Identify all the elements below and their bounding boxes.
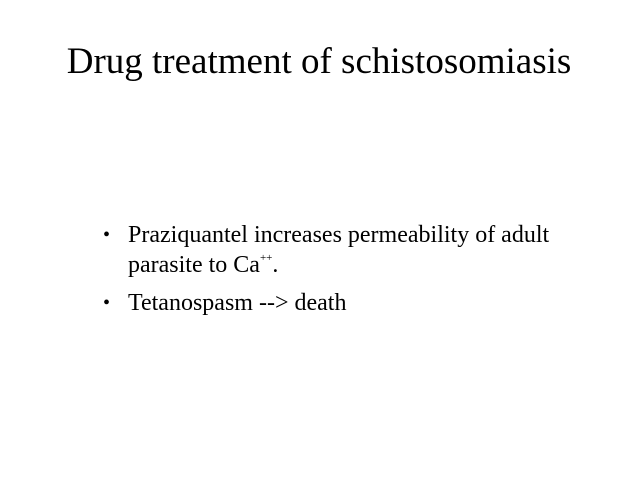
bullet-dot-icon: • [103,224,111,246]
bullet-list [103,220,623,326]
superscript-charge: ++ [259,252,273,264]
bullet-text: Praziquantel increases permeability of adult parasite to Ca [128,222,550,278]
bullet-text-end: . [272,252,279,278]
bullet-item-praziquantel [103,220,623,280]
bullet-item-tetanospasm [103,288,623,318]
bullet-text: Tetanospasm --> death [128,290,347,316]
slide-title: Drug treatment of schistosomiasis [66,41,572,82]
bullet-dot-icon: • [103,292,111,314]
